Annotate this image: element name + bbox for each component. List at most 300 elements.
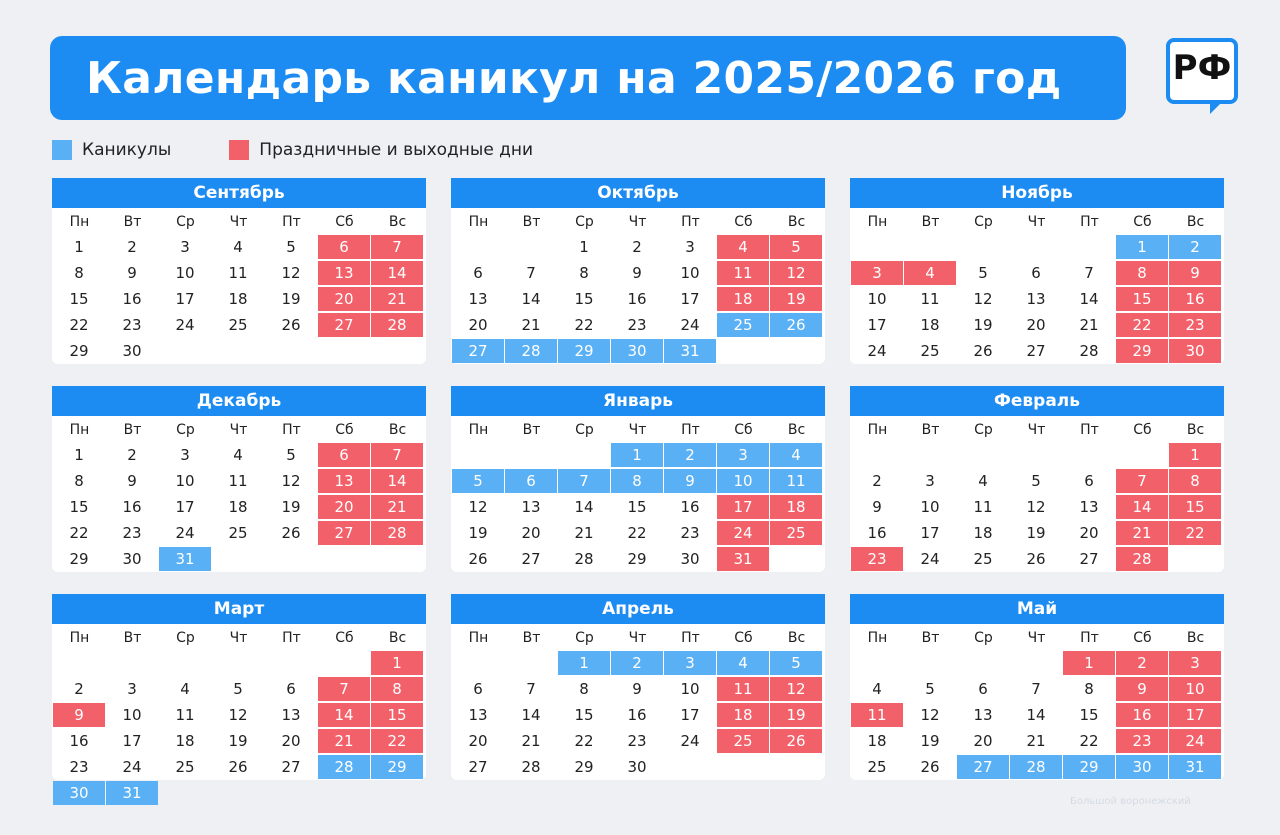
weekday-label: Вт xyxy=(522,630,541,646)
empty-cell xyxy=(265,651,317,675)
day-cell: 20 xyxy=(468,732,488,750)
day-cell: 7 xyxy=(1084,264,1094,282)
holiday-day-cell: 9 xyxy=(1116,677,1168,701)
empty-cell xyxy=(904,235,956,259)
holiday-day-cell: 8 xyxy=(371,677,423,701)
day-cell: 28 xyxy=(574,550,594,568)
day-cell: 29 xyxy=(627,550,647,568)
day-cell: 8 xyxy=(579,680,589,698)
day-cell: 12 xyxy=(920,706,940,724)
weekday-label: Ср xyxy=(575,422,594,438)
weekday-label: Вс xyxy=(787,630,806,646)
holiday-day-cell: 11 xyxy=(717,261,769,285)
day-cell: 12 xyxy=(281,472,301,490)
day-cell: 25 xyxy=(867,758,887,776)
vacation-day-cell: 28 xyxy=(318,755,370,779)
holiday-day-cell: 7 xyxy=(1116,469,1168,493)
day-cell: 25 xyxy=(973,550,993,568)
empty-cell xyxy=(1063,443,1115,467)
day-cell: 17 xyxy=(175,290,195,308)
day-cell: 21 xyxy=(521,732,541,750)
vacation-day-cell: 31 xyxy=(106,781,158,805)
day-cell: 5 xyxy=(286,446,296,464)
day-cell: 14 xyxy=(574,498,594,516)
weekday-label: Сб xyxy=(335,422,354,438)
month-name: Октябрь xyxy=(451,178,825,208)
holiday-day-cell: 4 xyxy=(904,261,956,285)
holiday-day-cell: 22 xyxy=(1116,313,1168,337)
day-cell: 8 xyxy=(74,472,84,490)
day-cell: 15 xyxy=(627,498,647,516)
day-cell: 19 xyxy=(281,290,301,308)
day-cell: 18 xyxy=(920,316,940,334)
vacation-day-cell: 2 xyxy=(611,651,663,675)
day-cell: 14 xyxy=(521,706,541,724)
day-cell: 13 xyxy=(973,706,993,724)
vacation-day-cell: 1 xyxy=(611,443,663,467)
day-cell: 26 xyxy=(281,524,301,542)
holiday-day-cell: 9 xyxy=(53,703,105,727)
holiday-day-cell: 16 xyxy=(1116,703,1168,727)
day-cell: 22 xyxy=(574,732,594,750)
empty-cell xyxy=(505,443,557,467)
holiday-day-cell: 26 xyxy=(770,729,822,753)
vacation-day-cell: 29 xyxy=(371,755,423,779)
day-cell: 17 xyxy=(122,732,142,750)
vacation-day-cell: 7 xyxy=(558,469,610,493)
holiday-day-cell: 19 xyxy=(770,287,822,311)
holiday-day-cell: 8 xyxy=(1116,261,1168,285)
weekday-label: Вт xyxy=(123,630,142,646)
holiday-day-cell: 18 xyxy=(770,495,822,519)
vacation-day-cell: 4 xyxy=(770,443,822,467)
vacation-day-cell: 27 xyxy=(452,339,504,363)
day-cell: 16 xyxy=(627,290,647,308)
weekday-label: Ср xyxy=(974,214,993,230)
day-cell: 15 xyxy=(574,290,594,308)
weekday-label: Вт xyxy=(522,214,541,230)
vacation-day-cell: 1 xyxy=(558,651,610,675)
month-card xyxy=(52,178,426,364)
day-cell: 11 xyxy=(175,706,195,724)
weekday-label: Пт xyxy=(681,214,700,230)
day-cell: 16 xyxy=(867,524,887,542)
day-cell: 24 xyxy=(920,550,940,568)
day-cell: 6 xyxy=(473,680,483,698)
day-cell: 8 xyxy=(579,264,589,282)
holiday-day-cell: 1 xyxy=(1169,443,1221,467)
empty-cell xyxy=(904,651,956,675)
day-cell: 20 xyxy=(1079,524,1099,542)
weekday-label: Ср xyxy=(176,630,195,646)
day-cell: 16 xyxy=(122,290,142,308)
day-cell: 5 xyxy=(978,264,988,282)
holiday-day-cell: 7 xyxy=(371,235,423,259)
vacation-day-cell: 2 xyxy=(664,443,716,467)
weekday-label: Сб xyxy=(1133,214,1152,230)
day-cell: 10 xyxy=(867,290,887,308)
holiday-day-cell: 24 xyxy=(1169,729,1221,753)
day-cell: 6 xyxy=(473,264,483,282)
day-cell: 4 xyxy=(872,680,882,698)
day-cell: 29 xyxy=(69,550,89,568)
weekday-label: Пт xyxy=(1080,214,1099,230)
holiday-day-cell: 25 xyxy=(717,729,769,753)
vacation-day-cell: 26 xyxy=(770,313,822,337)
vacation-day-cell: 5 xyxy=(452,469,504,493)
day-cell: 15 xyxy=(69,498,89,516)
holiday-day-cell: 17 xyxy=(1169,703,1221,727)
day-cell: 20 xyxy=(973,732,993,750)
day-cell: 12 xyxy=(973,290,993,308)
holiday-day-cell: 7 xyxy=(318,677,370,701)
day-cell: 24 xyxy=(122,758,142,776)
day-cell: 19 xyxy=(973,316,993,334)
holiday-day-cell: 2 xyxy=(1116,651,1168,675)
holiday-day-cell: 12 xyxy=(770,677,822,701)
month-name: Февраль xyxy=(850,386,1224,416)
holiday-day-cell: 22 xyxy=(371,729,423,753)
day-cell: 1 xyxy=(74,238,84,256)
weekday-label: Чт xyxy=(1027,630,1046,646)
weekday-label: Сб xyxy=(1133,422,1152,438)
holiday-day-cell: 23 xyxy=(1116,729,1168,753)
day-cell: 10 xyxy=(680,680,700,698)
day-cell: 12 xyxy=(468,498,488,516)
day-cell: 11 xyxy=(973,498,993,516)
holiday-day-cell: 28 xyxy=(1116,547,1168,571)
empty-cell xyxy=(1010,443,1062,467)
empty-cell xyxy=(452,651,504,675)
vacation-day-cell: 29 xyxy=(1063,755,1115,779)
vacation-day-cell: 10 xyxy=(717,469,769,493)
day-cell: 20 xyxy=(521,524,541,542)
day-cell: 19 xyxy=(281,498,301,516)
holiday-day-cell: 20 xyxy=(318,495,370,519)
day-cell: 23 xyxy=(122,316,142,334)
day-cell: 10 xyxy=(175,264,195,282)
day-cell: 9 xyxy=(872,498,882,516)
weekday-label: Пт xyxy=(282,214,301,230)
month-card xyxy=(451,178,825,364)
vacation-day-cell: 28 xyxy=(505,339,557,363)
holiday-day-cell: 1 xyxy=(371,651,423,675)
vacation-day-cell: 5 xyxy=(770,651,822,675)
month-card xyxy=(52,386,426,572)
day-cell: 30 xyxy=(122,342,142,360)
weekday-label: Вт xyxy=(123,214,142,230)
empty-cell xyxy=(159,651,211,675)
month-name: Январь xyxy=(451,386,825,416)
holiday-day-cell: 7 xyxy=(371,443,423,467)
weekday-label: Вт xyxy=(921,422,940,438)
month-name: Ноябрь xyxy=(850,178,1224,208)
weekday-label: Пн xyxy=(867,214,888,230)
weekday-label: Пт xyxy=(282,630,301,646)
holiday-day-cell: 4 xyxy=(717,235,769,259)
day-cell: 15 xyxy=(574,706,594,724)
weekday-label: Вт xyxy=(123,422,142,438)
holiday-day-cell: 3 xyxy=(1169,651,1221,675)
weekday-label: Вс xyxy=(1186,214,1205,230)
day-cell: 7 xyxy=(1031,680,1041,698)
vacation-day-cell: 4 xyxy=(717,651,769,675)
day-cell: 28 xyxy=(521,758,541,776)
holiday-day-cell: 21 xyxy=(318,729,370,753)
month-name: Май xyxy=(850,594,1224,624)
day-cell: 23 xyxy=(69,758,89,776)
vacation-day-cell: 2 xyxy=(1169,235,1221,259)
month-card xyxy=(451,594,825,780)
empty-cell xyxy=(452,235,504,259)
day-cell: 22 xyxy=(69,316,89,334)
month-days-grid xyxy=(850,416,1224,572)
holiday-day-cell: 19 xyxy=(770,703,822,727)
weekday-label: Чт xyxy=(1027,214,1046,230)
day-cell: 18 xyxy=(867,732,887,750)
day-cell: 2 xyxy=(127,238,137,256)
day-cell: 7 xyxy=(526,680,536,698)
weekday-label: Чт xyxy=(229,630,248,646)
holiday-day-cell: 21 xyxy=(371,495,423,519)
day-cell: 13 xyxy=(521,498,541,516)
day-cell: 6 xyxy=(1031,264,1041,282)
month-days-grid xyxy=(52,208,426,364)
day-cell: 23 xyxy=(627,316,647,334)
empty-cell xyxy=(505,651,557,675)
month-name: Апрель xyxy=(451,594,825,624)
holiday-day-cell: 15 xyxy=(1169,495,1221,519)
weekday-label: Пт xyxy=(681,630,700,646)
legend-swatch-vacation xyxy=(52,140,72,160)
holiday-day-cell: 14 xyxy=(371,469,423,493)
weekday-label: Чт xyxy=(229,214,248,230)
day-cell: 22 xyxy=(627,524,647,542)
day-cell: 4 xyxy=(233,446,243,464)
day-cell: 2 xyxy=(632,238,642,256)
weekday-label: Ср xyxy=(176,422,195,438)
day-cell: 5 xyxy=(233,680,243,698)
vacation-day-cell: 11 xyxy=(770,469,822,493)
day-cell: 22 xyxy=(1079,732,1099,750)
day-cell: 16 xyxy=(122,498,142,516)
legend-swatch-holiday xyxy=(229,140,249,160)
month-days-grid xyxy=(52,416,426,572)
holiday-day-cell: 9 xyxy=(1169,261,1221,285)
empty-cell xyxy=(505,235,557,259)
empty-cell xyxy=(851,235,903,259)
day-cell: 19 xyxy=(920,732,940,750)
day-cell: 25 xyxy=(175,758,195,776)
month-card xyxy=(850,594,1224,780)
vacation-day-cell: 27 xyxy=(957,755,1009,779)
day-cell: 10 xyxy=(920,498,940,516)
holiday-day-cell: 5 xyxy=(770,235,822,259)
weekday-label: Сб xyxy=(734,422,753,438)
day-cell: 4 xyxy=(180,680,190,698)
weekday-label: Пт xyxy=(282,422,301,438)
holiday-day-cell: 13 xyxy=(318,469,370,493)
empty-cell xyxy=(851,651,903,675)
day-cell: 11 xyxy=(920,290,940,308)
day-cell: 24 xyxy=(680,316,700,334)
holiday-day-cell: 25 xyxy=(770,521,822,545)
holiday-day-cell: 27 xyxy=(318,313,370,337)
empty-cell xyxy=(957,235,1009,259)
day-cell: 26 xyxy=(973,342,993,360)
holiday-day-cell: 6 xyxy=(318,443,370,467)
holiday-day-cell: 14 xyxy=(1116,495,1168,519)
logo-speech-tail xyxy=(1210,100,1224,114)
weekday-label: Ср xyxy=(974,630,993,646)
holiday-day-cell: 24 xyxy=(717,521,769,545)
legend-item-holiday xyxy=(229,140,533,160)
day-cell: 19 xyxy=(1026,524,1046,542)
holiday-day-cell: 21 xyxy=(1116,521,1168,545)
weekday-label: Пт xyxy=(1080,630,1099,646)
day-cell: 18 xyxy=(973,524,993,542)
holiday-day-cell: 28 xyxy=(371,521,423,545)
day-cell: 27 xyxy=(468,758,488,776)
month-days-grid xyxy=(451,416,825,572)
vacation-day-cell: 31 xyxy=(664,339,716,363)
day-cell: 2 xyxy=(74,680,84,698)
day-cell: 4 xyxy=(233,238,243,256)
day-cell: 24 xyxy=(680,732,700,750)
weekday-label: Вт xyxy=(921,214,940,230)
vacation-day-cell: 30 xyxy=(1116,755,1168,779)
rf-logo xyxy=(1166,38,1240,108)
holiday-day-cell: 22 xyxy=(1169,521,1221,545)
legend-item-vacation xyxy=(52,140,171,160)
weekday-label: Пт xyxy=(1080,422,1099,438)
holiday-day-cell: 28 xyxy=(371,313,423,337)
empty-cell xyxy=(904,443,956,467)
day-cell: 29 xyxy=(69,342,89,360)
day-cell: 6 xyxy=(978,680,988,698)
day-cell: 26 xyxy=(228,758,248,776)
empty-cell xyxy=(106,651,158,675)
holiday-day-cell: 18 xyxy=(717,703,769,727)
weekday-label: Чт xyxy=(229,422,248,438)
day-cell: 20 xyxy=(281,732,301,750)
day-cell: 25 xyxy=(228,316,248,334)
month-card xyxy=(451,386,825,572)
holiday-day-cell: 21 xyxy=(371,287,423,311)
month-name: Март xyxy=(52,594,426,624)
weekday-label: Вт xyxy=(522,422,541,438)
legend-label-holiday: Праздничные и выходные дни xyxy=(259,140,534,160)
day-cell: 21 xyxy=(1079,316,1099,334)
holiday-day-cell: 14 xyxy=(318,703,370,727)
day-cell: 10 xyxy=(680,264,700,282)
day-cell: 30 xyxy=(122,550,142,568)
empty-cell xyxy=(957,651,1009,675)
empty-cell xyxy=(558,443,610,467)
month-card xyxy=(52,594,426,802)
day-cell: 13 xyxy=(468,706,488,724)
month-card xyxy=(850,178,1224,364)
empty-cell xyxy=(1063,235,1115,259)
empty-cell xyxy=(957,443,1009,467)
day-cell: 17 xyxy=(680,290,700,308)
day-cell: 18 xyxy=(175,732,195,750)
vacation-day-cell: 30 xyxy=(53,781,105,805)
holiday-day-cell: 11 xyxy=(717,677,769,701)
empty-cell xyxy=(1010,235,1062,259)
day-cell: 13 xyxy=(281,706,301,724)
day-cell: 25 xyxy=(920,342,940,360)
day-cell: 23 xyxy=(680,524,700,542)
day-cell: 16 xyxy=(627,706,647,724)
day-cell: 9 xyxy=(632,264,642,282)
empty-cell xyxy=(318,651,370,675)
day-cell: 3 xyxy=(180,446,190,464)
day-cell: 24 xyxy=(175,316,195,334)
vacation-day-cell: 29 xyxy=(558,339,610,363)
day-cell: 30 xyxy=(680,550,700,568)
weekday-label: Вс xyxy=(388,214,407,230)
weekday-label: Пн xyxy=(468,630,489,646)
day-cell: 14 xyxy=(521,290,541,308)
month-days-grid xyxy=(850,208,1224,364)
holiday-day-cell: 23 xyxy=(851,547,903,571)
weekday-label: Вс xyxy=(787,422,806,438)
watermark: Большой воронежский xyxy=(1070,796,1191,807)
day-cell: 28 xyxy=(1079,342,1099,360)
day-cell: 26 xyxy=(281,316,301,334)
holiday-day-cell: 8 xyxy=(1169,469,1221,493)
day-cell: 19 xyxy=(468,524,488,542)
holiday-day-cell: 12 xyxy=(770,261,822,285)
weekday-label: Сб xyxy=(335,214,354,230)
day-cell: 1 xyxy=(74,446,84,464)
day-cell: 5 xyxy=(925,680,935,698)
day-cell: 15 xyxy=(69,290,89,308)
holiday-day-cell: 18 xyxy=(717,287,769,311)
day-cell: 3 xyxy=(180,238,190,256)
title-banner xyxy=(50,36,1126,120)
day-cell: 10 xyxy=(175,472,195,490)
logo-text: РФ xyxy=(1172,48,1232,88)
day-cell: 20 xyxy=(1026,316,1046,334)
weekday-label: Вс xyxy=(388,630,407,646)
month-name: Сентябрь xyxy=(52,178,426,208)
weekday-label: Ср xyxy=(176,214,195,230)
vacation-day-cell: 28 xyxy=(1010,755,1062,779)
day-cell: 17 xyxy=(920,524,940,542)
day-cell: 24 xyxy=(175,524,195,542)
weekday-label: Чт xyxy=(628,630,647,646)
day-cell: 1 xyxy=(579,238,589,256)
weekday-label: Сб xyxy=(1133,630,1152,646)
month-days-grid xyxy=(451,208,825,364)
day-cell: 14 xyxy=(1079,290,1099,308)
vacation-day-cell: 3 xyxy=(664,651,716,675)
day-cell: 24 xyxy=(867,342,887,360)
weekday-label: Чт xyxy=(628,422,647,438)
weekday-label: Пн xyxy=(69,422,90,438)
day-cell: 26 xyxy=(468,550,488,568)
day-cell: 4 xyxy=(978,472,988,490)
weekday-label: Ср xyxy=(575,630,594,646)
month-days-grid xyxy=(451,624,825,780)
weekday-label: Чт xyxy=(628,214,647,230)
month-name: Декабрь xyxy=(52,386,426,416)
day-cell: 2 xyxy=(127,446,137,464)
weekday-label: Вс xyxy=(388,422,407,438)
weekday-label: Пт xyxy=(681,422,700,438)
